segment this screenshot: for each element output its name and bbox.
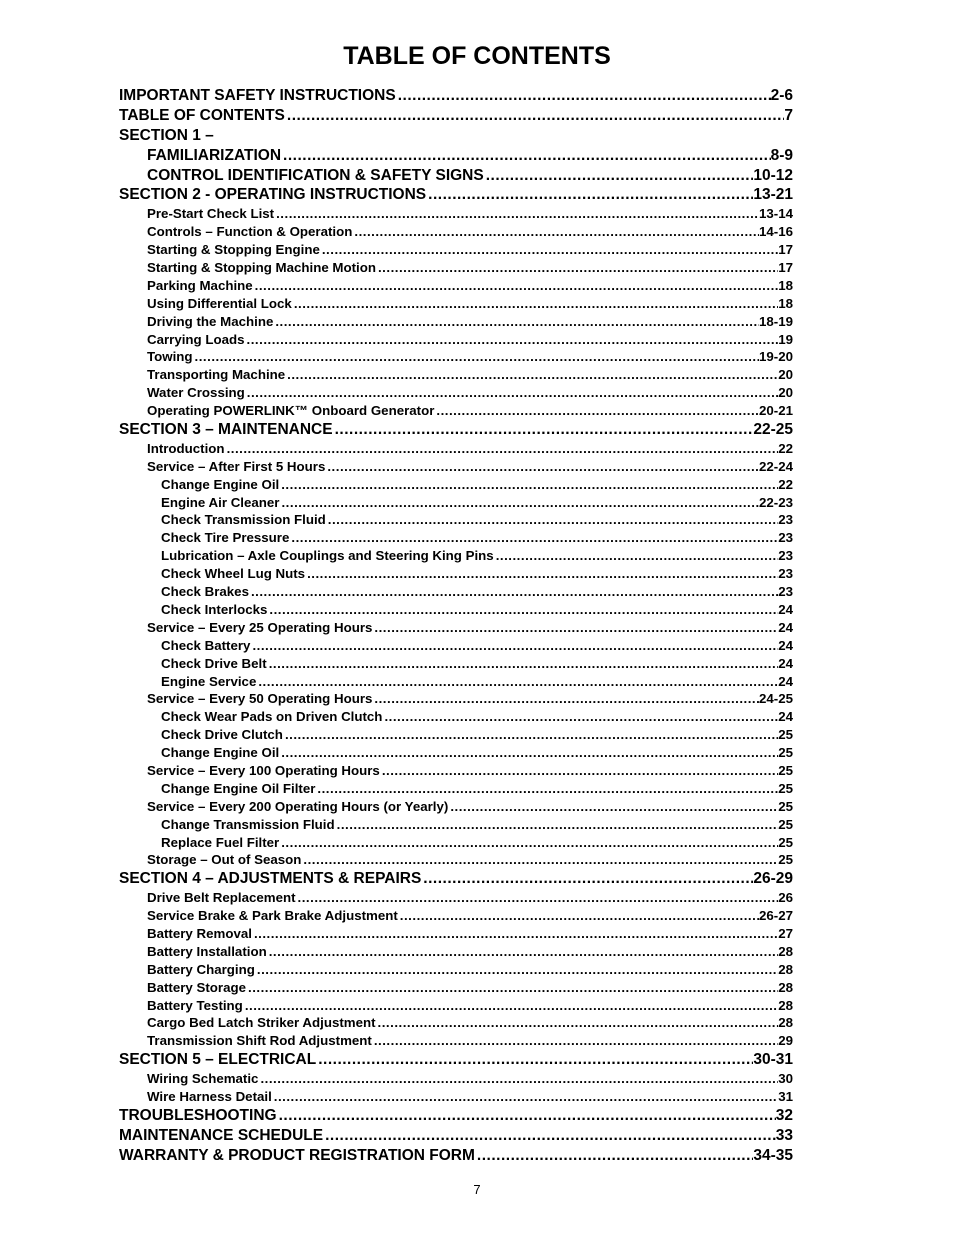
toc-entry-page: 13-21 bbox=[753, 186, 793, 204]
toc-entry-label: Pre-Start Check List bbox=[147, 206, 275, 222]
toc-entry-label: Check Transmission Fluid bbox=[161, 512, 326, 528]
toc-entry-page: 8-9 bbox=[770, 146, 793, 164]
dot-leader bbox=[283, 726, 778, 744]
toc-entry bbox=[119, 1146, 793, 1166]
toc-entry-page: 33 bbox=[775, 1126, 793, 1144]
toc-entry-label: Transmission Shift Rod Adjustment bbox=[147, 1033, 372, 1049]
toc-entry bbox=[119, 106, 793, 126]
toc-entry bbox=[119, 637, 793, 655]
dot-leader bbox=[372, 619, 778, 637]
dot-leader bbox=[426, 185, 753, 205]
toc-entry-page: 30 bbox=[778, 1071, 793, 1087]
toc-entry-label: Change Engine Oil bbox=[161, 745, 280, 761]
toc-entry-page: 22 bbox=[778, 476, 793, 492]
toc-entry-page: 25 bbox=[778, 745, 793, 761]
toc-entry-page: 25 bbox=[778, 727, 793, 743]
toc-entry-page: 20-21 bbox=[758, 403, 793, 419]
toc-entry-page: 25 bbox=[778, 780, 793, 796]
dot-leader bbox=[448, 798, 778, 816]
toc-entry bbox=[119, 205, 793, 223]
dot-leader bbox=[421, 869, 753, 889]
toc-entry bbox=[119, 744, 793, 762]
dot-leader bbox=[255, 961, 778, 979]
toc-entry-label: Wire Harness Detail bbox=[147, 1088, 272, 1104]
toc-entry bbox=[119, 295, 793, 313]
dot-leader bbox=[279, 744, 778, 762]
toc-entry-label: Check Drive Clutch bbox=[161, 727, 283, 743]
dot-leader bbox=[279, 834, 778, 852]
toc-entry-page: 25 bbox=[778, 816, 793, 832]
toc-entry-page: 29 bbox=[778, 1033, 793, 1049]
toc-entry-label: Wiring Schematic bbox=[147, 1071, 259, 1087]
toc-entry-label: Check Drive Belt bbox=[161, 655, 267, 671]
toc-entry-page: 20 bbox=[778, 385, 793, 401]
dot-leader bbox=[292, 295, 778, 313]
toc-entry-label: Check Interlocks bbox=[161, 601, 268, 617]
toc-entry-page: 25 bbox=[778, 762, 793, 778]
toc-entry bbox=[119, 259, 793, 277]
dot-leader bbox=[376, 1014, 779, 1032]
toc-entry-page: 19 bbox=[778, 331, 793, 347]
toc-entry-page: 22 bbox=[778, 440, 793, 456]
toc-entry bbox=[119, 889, 793, 907]
toc-entry-label: Service – Every 25 Operating Hours bbox=[147, 619, 373, 635]
toc-entry-label: Storage – Out of Season bbox=[147, 852, 302, 868]
toc-entry-page: 23 bbox=[778, 584, 793, 600]
toc-entry bbox=[119, 1070, 793, 1088]
toc-entry-page: 24 bbox=[778, 655, 793, 671]
toc-entry-label: Change Engine Oil bbox=[161, 476, 280, 492]
dot-leader bbox=[434, 402, 759, 420]
toc-entry-label: Service – Every 100 Operating Hours bbox=[147, 762, 380, 778]
toc-entry-label: Replace Fuel Filter bbox=[161, 834, 280, 850]
toc-entry-page: 18 bbox=[778, 277, 793, 293]
toc-entry-label: Change Transmission Fluid bbox=[161, 816, 335, 832]
toc-entry bbox=[119, 476, 793, 494]
dot-leader bbox=[272, 1088, 778, 1106]
toc-entry bbox=[119, 223, 793, 241]
toc-entry-label: Operating POWERLINK™ Onboard Generator bbox=[147, 403, 435, 419]
toc-entry bbox=[119, 762, 793, 780]
toc-entry-label: Carrying Loads bbox=[147, 331, 245, 347]
toc-entry bbox=[119, 331, 793, 349]
toc-entry-label: Starting & Stopping Engine bbox=[147, 242, 320, 258]
dot-leader bbox=[246, 979, 778, 997]
toc-entry-page: 24 bbox=[778, 673, 793, 689]
toc-entry-label: IMPORTANT SAFETY INSTRUCTIONS bbox=[119, 87, 396, 104]
toc-entry-label: Battery Storage bbox=[147, 979, 247, 995]
toc-entry-page: 25 bbox=[778, 798, 793, 814]
toc-entry-label: WARRANTY & PRODUCT REGISTRATION FORM bbox=[119, 1146, 475, 1164]
toc-entry-label: SECTION 1 – bbox=[119, 126, 214, 144]
toc-entry-page: 10-12 bbox=[753, 166, 793, 184]
page-number: 7 bbox=[473, 1182, 481, 1197]
toc-entry-page: 28 bbox=[778, 1015, 793, 1031]
toc-entry-page: 23 bbox=[778, 566, 793, 582]
dot-leader bbox=[253, 277, 779, 295]
toc-entry-label: Battery Testing bbox=[147, 997, 243, 1013]
toc-entry-page: 32 bbox=[775, 1106, 793, 1124]
dot-leader bbox=[285, 366, 778, 384]
dot-leader bbox=[326, 511, 778, 529]
toc-entry-label: Towing bbox=[147, 349, 193, 365]
toc-entry-page: 22-24 bbox=[758, 458, 793, 474]
toc-entry-label: FAMILIARIZATION bbox=[147, 146, 282, 164]
toc-entry-page: 24-25 bbox=[758, 691, 793, 707]
toc-entry-label: SECTION 5 – ELECTRICAL bbox=[119, 1051, 317, 1069]
dot-leader bbox=[316, 1050, 753, 1070]
toc-entry-label: Service – Every 50 Operating Hours bbox=[147, 691, 373, 707]
toc-entry-label: Service Brake & Park Brake Adjustment bbox=[147, 908, 398, 924]
toc-entry-page: 18-19 bbox=[758, 313, 793, 329]
toc-entry-page: 31 bbox=[778, 1088, 793, 1104]
toc-entry-page: 24 bbox=[778, 601, 793, 617]
dot-leader bbox=[382, 708, 778, 726]
toc-entry bbox=[119, 565, 793, 583]
dot-leader bbox=[376, 259, 778, 277]
dot-leader bbox=[323, 1126, 776, 1146]
toc-entry-label: Engine Air Cleaner bbox=[161, 494, 280, 510]
toc-entry bbox=[119, 166, 793, 186]
toc-entry-page: 27 bbox=[778, 925, 793, 941]
toc-entry-page: 22-23 bbox=[758, 494, 793, 510]
dot-leader bbox=[296, 889, 779, 907]
dot-leader bbox=[274, 205, 759, 223]
toc-entry-label: Driving the Machine bbox=[147, 313, 274, 329]
dot-leader bbox=[396, 86, 771, 106]
dot-leader bbox=[315, 780, 778, 798]
toc-entry-label: Check Battery bbox=[161, 637, 251, 653]
toc-entry-label: SECTION 3 – MAINTENANCE bbox=[119, 421, 333, 439]
toc-entry-page: 23 bbox=[778, 512, 793, 528]
toc-entry bbox=[119, 277, 793, 295]
dot-leader bbox=[279, 476, 778, 494]
toc-entry bbox=[119, 1126, 793, 1146]
toc-entry bbox=[119, 907, 793, 925]
toc-entry-page: 2-6 bbox=[770, 87, 793, 104]
dot-leader bbox=[279, 494, 759, 512]
toc-entry-label: Check Tire Pressure bbox=[161, 530, 290, 546]
toc-entry-page: 23 bbox=[778, 548, 793, 564]
toc-entry bbox=[119, 1032, 793, 1050]
toc-entry bbox=[119, 402, 793, 420]
dot-leader bbox=[335, 816, 779, 834]
toc-entry-page: 28 bbox=[778, 979, 793, 995]
toc-entry-label: Water Crossing bbox=[147, 385, 245, 401]
toc-entry bbox=[119, 997, 793, 1015]
dot-leader bbox=[352, 223, 759, 241]
toc-entry-page: 7 bbox=[784, 106, 793, 124]
dot-leader bbox=[267, 943, 779, 961]
toc-entry-page: 24 bbox=[778, 619, 793, 635]
dot-leader bbox=[277, 1106, 776, 1126]
toc-entry bbox=[119, 979, 793, 997]
toc-entry-page: 19-20 bbox=[758, 349, 793, 365]
toc-entry bbox=[119, 690, 793, 708]
dot-leader bbox=[256, 673, 778, 691]
toc-entry-label: Drive Belt Replacement bbox=[147, 890, 296, 906]
toc-entry-label: Service – After First 5 Hours bbox=[147, 458, 326, 474]
toc-entry-label: Parking Machine bbox=[147, 277, 253, 293]
toc-entry-label: CONTROL IDENTIFICATION & SAFETY SIGNS bbox=[147, 166, 484, 184]
toc-entry bbox=[119, 655, 793, 673]
toc-entry bbox=[119, 547, 793, 565]
toc-entry-page: 14-16 bbox=[758, 224, 793, 240]
toc-entry-page: 28 bbox=[778, 997, 793, 1013]
toc-entry-page: 28 bbox=[778, 961, 793, 977]
toc-entry bbox=[119, 146, 793, 166]
toc-entry-label: Battery Charging bbox=[147, 961, 255, 977]
toc-entry-page: 26 bbox=[778, 890, 793, 906]
toc-entry bbox=[119, 816, 793, 834]
toc-entry bbox=[119, 1050, 793, 1070]
toc-entry-label: Engine Service bbox=[161, 673, 257, 689]
toc-entry-label: SECTION 2 - OPERATING INSTRUCTIONS bbox=[119, 186, 427, 204]
dot-leader bbox=[243, 997, 778, 1015]
toc-entry bbox=[119, 1088, 793, 1106]
toc-entry-label: TABLE OF CONTENTS bbox=[119, 106, 285, 124]
toc-entry-page: 18 bbox=[778, 295, 793, 311]
toc-entry-page: 17 bbox=[778, 242, 793, 258]
toc-entry-label: Cargo Bed Latch Striker Adjustment bbox=[147, 1015, 376, 1031]
toc-entry-label: Transporting Machine bbox=[147, 367, 286, 383]
toc-entry-label: Starting & Stopping Machine Motion bbox=[147, 260, 376, 276]
toc-entry bbox=[119, 1106, 793, 1126]
dot-leader bbox=[380, 762, 778, 780]
toc-entry-page: 25 bbox=[778, 852, 793, 868]
dot-leader bbox=[245, 331, 779, 349]
toc-entry-label: Service – Every 200 Operating Hours (or Yearly) bbox=[147, 798, 449, 814]
toc-entry-label: Battery Installation bbox=[147, 943, 267, 959]
toc-entry-label: Using Differential Lock bbox=[147, 295, 292, 311]
toc-entry bbox=[119, 511, 793, 529]
dot-leader bbox=[320, 241, 778, 259]
toc-entry bbox=[119, 420, 793, 440]
toc-entry bbox=[119, 1014, 793, 1032]
toc-entry-label: Check Wear Pads on Driven Clutch bbox=[161, 709, 383, 725]
toc-entry-page: 24 bbox=[778, 637, 793, 653]
toc-entry bbox=[119, 708, 793, 726]
toc-entry-page: 24 bbox=[778, 709, 793, 725]
toc-entry bbox=[119, 673, 793, 691]
toc-entry-label: TROUBLESHOOTING bbox=[119, 1106, 277, 1124]
page-title: TABLE OF CONTENTS bbox=[343, 42, 611, 70]
dot-leader bbox=[289, 529, 778, 547]
toc-entry-label: Lubrication – Axle Couplings and Steering King Pins bbox=[161, 548, 494, 564]
toc-entry bbox=[119, 366, 793, 384]
toc-entry-page: 23 bbox=[778, 530, 793, 546]
toc-entry-page: 13-14 bbox=[758, 206, 793, 222]
dot-leader bbox=[249, 583, 778, 601]
toc-entry bbox=[119, 619, 793, 637]
dot-leader bbox=[305, 565, 778, 583]
dot-leader bbox=[281, 146, 771, 166]
toc-entry bbox=[119, 384, 793, 402]
dot-leader bbox=[301, 851, 778, 869]
dot-leader bbox=[372, 690, 759, 708]
dot-leader bbox=[475, 1146, 753, 1166]
toc-entry-page: 26-27 bbox=[758, 908, 793, 924]
dot-leader bbox=[193, 348, 759, 366]
table-of-contents bbox=[119, 86, 793, 1166]
toc-entry bbox=[119, 601, 793, 619]
toc-entry bbox=[119, 185, 793, 205]
toc-entry bbox=[119, 798, 793, 816]
toc-entry bbox=[119, 529, 793, 547]
dot-leader bbox=[250, 637, 778, 655]
toc-entry bbox=[119, 348, 793, 366]
toc-entry bbox=[119, 943, 793, 961]
toc-entry bbox=[119, 780, 793, 798]
toc-entry bbox=[119, 241, 793, 259]
dot-leader bbox=[225, 440, 779, 458]
dot-leader bbox=[285, 106, 784, 126]
toc-entry bbox=[119, 458, 793, 476]
toc-entry-page: 22-25 bbox=[753, 421, 793, 439]
toc-entry-page: 25 bbox=[778, 834, 793, 850]
toc-entry-page: 28 bbox=[778, 943, 793, 959]
toc-entry bbox=[119, 86, 793, 106]
toc-entry-label: Battery Removal bbox=[147, 925, 252, 941]
dot-leader bbox=[484, 166, 754, 186]
toc-entry bbox=[119, 834, 793, 852]
toc-entry bbox=[119, 313, 793, 331]
toc-entry-label: Check Brakes bbox=[161, 584, 249, 600]
dot-leader bbox=[258, 1070, 778, 1088]
toc-entry bbox=[119, 961, 793, 979]
dot-leader bbox=[333, 420, 754, 440]
toc-entry-page: 20 bbox=[778, 367, 793, 383]
toc-entry bbox=[119, 925, 793, 943]
toc-entry-page: 30-31 bbox=[753, 1051, 793, 1069]
toc-entry bbox=[119, 869, 793, 889]
toc-entry-label: Change Engine Oil Filter bbox=[161, 780, 316, 796]
toc-entry-page: 17 bbox=[778, 260, 793, 276]
toc-entry-label: SECTION 4 – ADJUSTMENTS & REPAIRS bbox=[119, 870, 422, 888]
dot-leader bbox=[252, 925, 778, 943]
toc-entry-label: Controls – Function & Operation bbox=[147, 224, 353, 240]
dot-leader bbox=[494, 547, 779, 565]
toc-entry bbox=[119, 440, 793, 458]
dot-leader bbox=[398, 907, 759, 925]
dot-leader bbox=[267, 655, 779, 673]
toc-entry-label: Introduction bbox=[147, 440, 225, 456]
dot-leader bbox=[273, 313, 759, 331]
dot-leader bbox=[267, 601, 778, 619]
toc-entry bbox=[119, 726, 793, 744]
dot-leader bbox=[245, 384, 778, 402]
dot-leader bbox=[325, 458, 759, 476]
toc-entry-page: 34-35 bbox=[753, 1146, 793, 1164]
dot-leader bbox=[372, 1032, 778, 1050]
toc-entry bbox=[119, 126, 793, 146]
toc-entry-label: Check Wheel Lug Nuts bbox=[161, 566, 306, 582]
toc-entry bbox=[119, 494, 793, 512]
toc-entry bbox=[119, 851, 793, 869]
toc-entry-page: 26-29 bbox=[753, 870, 793, 888]
toc-entry bbox=[119, 583, 793, 601]
toc-entry-label: MAINTENANCE SCHEDULE bbox=[119, 1126, 324, 1144]
